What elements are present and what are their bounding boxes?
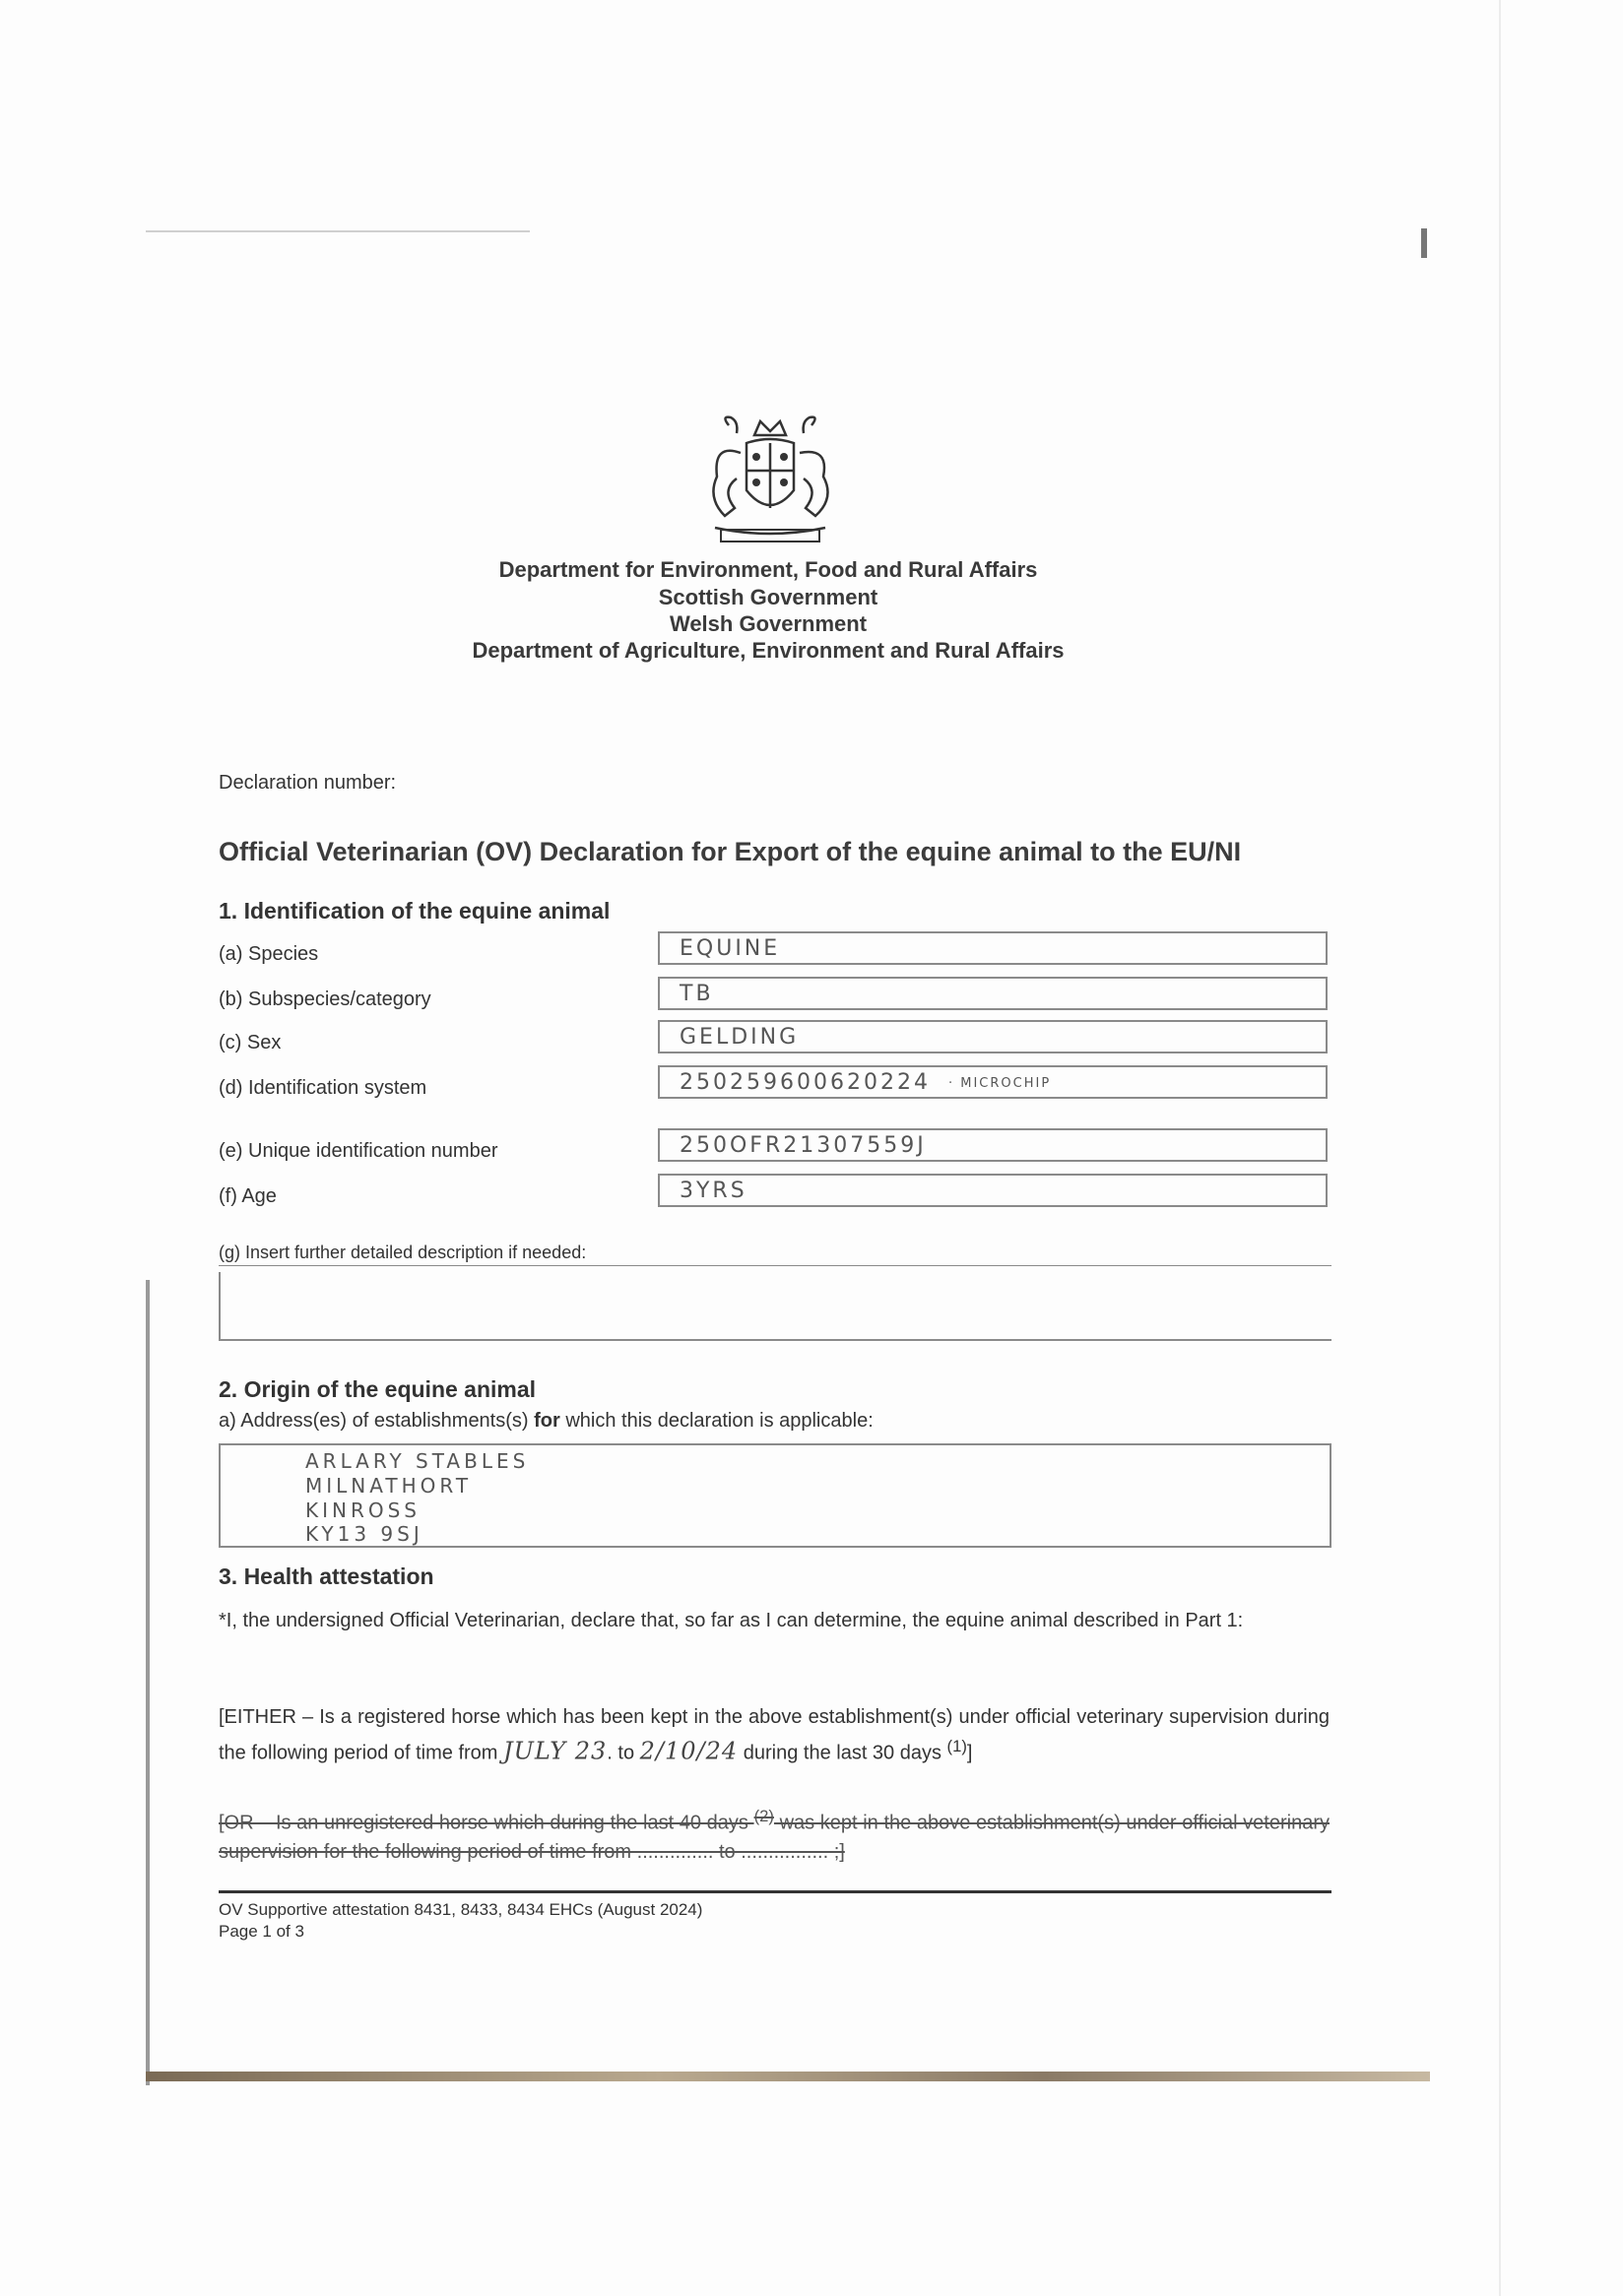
department-scottish-government: Scottish Government [658, 585, 878, 609]
footer-page-number: Page 1 of 3 [219, 1922, 304, 1941]
unique-id-field[interactable]: 250OFR21307559J [658, 1128, 1328, 1162]
sex-field[interactable]: GELDING [658, 1020, 1328, 1053]
address-line-1: ARLARY STABLES [305, 1449, 530, 1473]
species-field[interactable]: EQUINE [658, 931, 1328, 965]
footer-attestation-ref: OV Supportive attestation 8431, 8433, 8434 EHCs (August 2024) [219, 1900, 703, 1919]
department-welsh-government: Welsh Government [669, 611, 868, 636]
declaration-number-label: Declaration number: [219, 772, 397, 794]
department-defra: Department for Environment, Food and Rural Affairs [498, 557, 1038, 582]
species-label: (a) Species [219, 943, 319, 965]
section-2-heading: 2. Origin of the equine animal [219, 1376, 537, 1402]
subspecies-field[interactable]: TB [658, 977, 1328, 1010]
section-1-heading: 1. Identification of the equine animal [219, 898, 611, 924]
age-field[interactable]: 3YRS [658, 1174, 1328, 1207]
further-description-field[interactable] [219, 1272, 1331, 1341]
subspecies-label: (b) Subspecies/category [219, 989, 431, 1010]
age-label: (f) Age [219, 1185, 277, 1207]
identification-system-note: · MICROCHIP [947, 1075, 1052, 1091]
page-title: Official Veterinarian (OV) Declaration for Export of the equine animal to the EU/NI [219, 837, 1242, 866]
attestation-intro: *I, the undersigned Official Veterinarian, declare that, so far as I can determine, the equine animal described in Part 1: [219, 1610, 1244, 1631]
identification-system-field[interactable]: 250259600620224 · MICROCHIP [658, 1065, 1328, 1099]
section-3-heading: 3. Health attestation [219, 1563, 434, 1589]
further-description-label: (g) Insert further detailed description if needed: [219, 1243, 1331, 1266]
department-daera: Department of Agriculture, Environment and Rural Affairs [472, 638, 1065, 663]
identification-system-label: (d) Identification system [219, 1077, 427, 1099]
scan-mark-tick [1421, 228, 1427, 258]
scan-edge-bottom [146, 2072, 1430, 2081]
or-clause-struck: [OR – Is an unregistered horse which during the last 40 days $^{(2)}$ was kept in the above establishment(s) under official veterinary supervision for the following period of time from .............. to ................ ;] [219, 1807, 1330, 1863]
sex-label: (c) Sex [219, 1032, 282, 1053]
address-line-3: KINROSS [305, 1499, 422, 1522]
unique-id-label: (e) Unique identification number [219, 1140, 498, 1162]
scan-edge-right [1499, 0, 1501, 2296]
address-line-4: KY13 9SJ [305, 1522, 423, 1546]
scan-edge-left [146, 1280, 150, 2085]
royal-coat-of-arms-icon [691, 414, 849, 551]
either-clause: [EITHER – Is a registered horse which has been kept in the above establishment(s) under official veterinary supervision during the following period of time from JULY 23. to 2/10/24 during the last 30 days $^{(1)}$] [219, 1706, 1330, 1765]
scan-mark-top [146, 230, 530, 232]
address-line-2: MILNATHORT [305, 1474, 473, 1498]
period-to-value: 2/10/24 [639, 1737, 739, 1765]
period-from-value: JULY 23 [503, 1737, 608, 1765]
footer-divider [219, 1890, 1331, 1893]
address-label: a) Address(es) of establishments(s) for which this declaration is applicable: [219, 1410, 874, 1432]
